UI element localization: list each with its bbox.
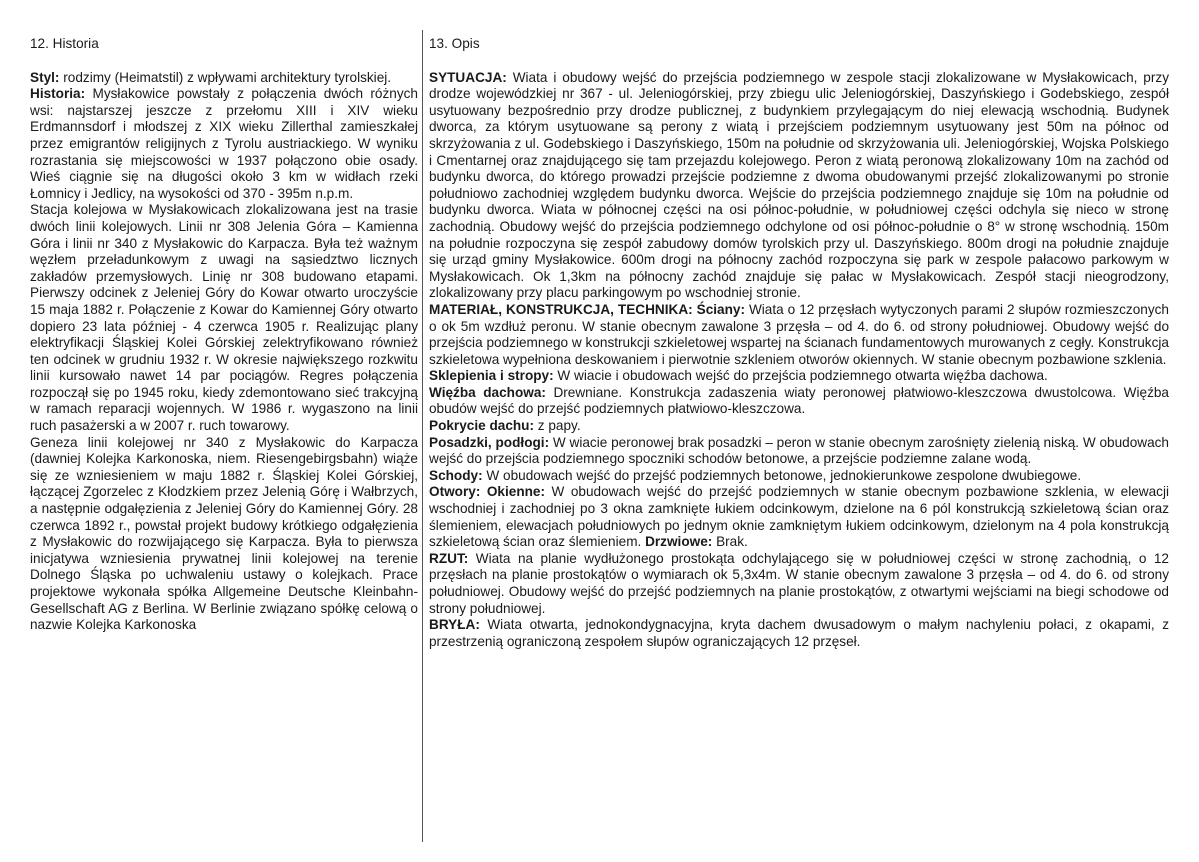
style-label: Styl:	[30, 69, 60, 85]
material-text: Wiata o 12 przęsłach wytyczonych parami 2 słupów rozmieszczonych o ok 5m wzdłuż peronu. W stanie obecnym zawalone 3 przęsła – od 4. do 6. od strony południowej. Obudowy wejść do przejścia podziemnego w konstrukcji szkieletowej wspartej na ścianach fundamentowych murowanych z cegły. Konstrukcja szkieletowa wypełniona deskowaniem i pierwotnie szkleniem otworów okiennych. W stanie obecnym pozbawione szklenia.	[429, 301, 1169, 367]
description-heading: 13. Opis	[429, 36, 480, 51]
openings-paragraph	[429, 484, 1169, 550]
roofing-label: Pokrycie dachu:	[429, 418, 535, 434]
doors-label: Drzwiowe:	[645, 534, 713, 550]
form-paragraph	[429, 617, 1169, 650]
railway-station-paragraph: Stacja kolejowa w Mysłakowicach zlokalizowana jest na trasie dwóch linii kolejowych. Linii nr 308 Jelenia Góra – Kamienna Góra i linii nr 340 z Mysłakowic do Karpacza. Była też ważnym węzłem przeładunkowym z uwagi na sąsiedztwo licznych zakładów przemysłowych. Linię nr 308 budowano etapami. Pierwszy odcinek z Jeleniej Góry do Kowar otwarto uroczyście 15 maja 1882 r. Połączenie z Kowar do Kamiennej Góry otwarto dopiero 23 lata później - 4 czerwca 1905 r. Realizując plany elektryfikacji Śląskiej Kolei Górskiej zelektryfikowano również ten odcinek w grudniu 1932 r. W okresie największego rozkwitu linii kursowało nawet 14 par pociągów. Regres połączenia rozpoczął się po 1945 roku, kiedy zdemontowano sieć trakcyjną w ramach reparacji wojennych. W 1986 r. wygaszono na linii ruch pasażerski a w 2007 r. ruch towarowy.	[30, 202, 418, 434]
history-paragraph	[30, 86, 418, 202]
stairs-text: W obudowach wejść do przejść podziemnych betonowe, jednokierunkowe zespolone dwubiegowe.	[482, 467, 1082, 483]
stairs-paragraph	[429, 468, 1169, 485]
history-column	[30, 36, 418, 634]
style-text: rodzimy (Heimatstil) z wpływami architektury tyrolskiej.	[59, 69, 392, 85]
history-heading: 12. Historia	[30, 36, 99, 51]
plan-label: RZUT:	[429, 550, 469, 566]
situation-text: Wiata i obudowy wejść do przejścia podziemnego w zespole stacji zlokalizowane w Mysłakowicach, przy drodze wojewódzkiej nr 367 - ul. Jeleniogórskiej, przy zbiegu ulic Jeleniogórskiej, Daszyńskiego i Godebskiego, zespół usytuowany bezpośrednio przy drodze publicznej, z budynkiem przylegającym do niej elewacją wschodnią. Budynek dworca, za którym usytuowane są perony z wiatą i przejściem podziemnym usytuowany jest 50m na północ od skrzyżowania z ul. Godebskiego i Daszyńskiego, 150m na południe od skrzyżowania uli. Jeleniogórskiej, Wojska Polskiego i Cmentarnej oraz znajdującego się tam przejazdu kolejowego. Peron z wiatą peronową zlokalizowany 10m na zachód od budynku dworca, do którego prowadzi przejście podziemne z dwoma obudowanymi przejść zlokalizowanymi po stronie południowo zachodniej względem budynku dworca. Wejście do przejścia podziemnego znajduje się 10m na południe od budynku dworca. Wiata w północnej części na osi północ-południe, w południowej części odchyla się nieco w stronę zachodnią. Obudowy wejść do przejścia podziemnego odchylone od osi północ-południe o 8° w stronę wschodnią. 150m na południe rozpoczyna się zespół zabudowy domów tyrolskich przy ul. Daszyńskiego. 800m drogi na południe znajduje się urząd gminy Mysłakowice. 600m drogi na północny zachód rozpoczyna się park w zespole pałacowo parkowym w Mysłakowicach. Ok 1,3km na północny zachód znajduje się pałac w Mysłakowicach. Zespół stacji nieogrodzony, zlokalizowany przy placu parkingowym po wschodniej stronie.	[429, 69, 1169, 301]
column-divider	[422, 30, 423, 842]
stairs-label: Schody:	[429, 467, 483, 483]
description-column	[429, 36, 1169, 650]
form-text: Wiata otwarta, jednokondygnacyjna, kryta dachem dwusadowym o małym nachyleniu połaci, z okapami, z przestrzenią ograniczoną zespołem słupów ograniczających 12 przęseł.	[429, 617, 1169, 649]
roof-truss-label: Więźba dachowa:	[429, 384, 546, 400]
material-paragraph	[429, 302, 1169, 368]
floors-text: W wiacie peronowej brak posadzki – peron w stanie obecnym zarośnięty zielenią niską. W obudowach wejść do przejścia podziemnego spoczniki schodów betonowe, a przejście podziemne zalane wodą.	[429, 434, 1169, 467]
material-label: MATERIAŁ, KONSTRUKCJA, TECHNIKA: Ściany:	[429, 301, 745, 317]
doors-text: Brak.	[712, 534, 748, 550]
history-label: Historia:	[30, 86, 86, 102]
situation-paragraph	[429, 70, 1169, 302]
openings-label: Otwory: Okienne:	[429, 484, 546, 500]
line-340-paragraph: Geneza linii kolejowej nr 340 z Mysłakowic do Karpacza (dawniej Kolejka Karkonoska, niem. Riesengebirgsbahn) wiąże się ze wzniesieniem w maju 1882 r. Śląskiej Kolei Górskiej, łączącej Zgorzelec z Kłodzkiem przez Jelenią Górę i Wałbrzych, a następnie odgałęzienia z Jeleniej Góry do Kamiennej Góry. 28 czerwca 1892 r., powstał projekt budowy krótkiego odgałęzienia z Mysłakowic do rozwijającego się Karpacza. Była to pierwsza inicjatywa wzniesienia prywatnej linii kolejowej na terenie Dolnego Śląska po uchwaleniu ustawy o kolejkach. Prace projektowe wykonała spółka Allgemeine Deutsche Kleinbahn-Gesellschaft AG z Berlina. W Berlinie związano spółkę celową o nazwie Kolejka Karkonoska	[30, 434, 418, 633]
plan-text: Wiata na planie wydłużonego prostokąta odchylającego się w południowej części w stronę zachodnią, o 12 przęsłach na planie prostokątów o wymiarach ok 5,3x4m. W stanie obecnym zawalone 3 przęsła – od 4. do 6. od strony południowej. Obudowy wejść do przejść podziemnych na planie prostokątów, z otwartymi wejściami na biegi schodowe od strony południowej.	[429, 550, 1169, 616]
history-text: Mysłakowice powstały z połączenia dwóch różnych wsi: najstarszej jeszcze z przełomu XIII i XIV wieku Erdmannsdorf i młodszej z XIX wieku Zillerthal zamieszkałej przez emigrantów religijnych z Tyrolu austriackiego. W wyniku rozrastania się miejscowości w 1937 połączono obie osady. Wieś ciągnie się na długości około 3 km w widłach rzeki Łomnicy i Jedlicy, na wysokości od 370 - 395m n.p.m.	[30, 86, 418, 201]
vaults-paragraph	[429, 368, 1169, 385]
roof-truss-text: Drewniane. Konstrukcja zadaszenia wiaty peronowej płatwiowo-kleszczowa dwustolcowa. Więźba obudów wejść do przejść podziemnych płatwiowo-kleszczowa.	[429, 384, 1169, 417]
roofing-text: z papy.	[534, 418, 581, 434]
vaults-label: Sklepienia i stropy:	[429, 368, 554, 384]
roof-truss-paragraph	[429, 385, 1169, 418]
floors-label: Posadzki, podłogi:	[429, 434, 550, 450]
openings-text: W obudowach wejść do przejść podziemnych w stanie obecnym pozbawione szklenia, w elewacji wschodniej i zachodniej po 3 okna zamknięte łukiem odcinkowym, dzielone na 6 pól konstrukcją szkieletową ścian oraz ślemieniem, elewacjach południowych po jednym oknie zamkniętym łukiem odcinkowym, dzielonym na 4 pola konstrukcją szkieletową ścian oraz ślemieniem.	[429, 484, 1170, 550]
roofing-paragraph	[429, 418, 1169, 435]
floors-paragraph	[429, 435, 1169, 468]
style-paragraph	[30, 70, 418, 87]
vaults-text: W wiacie i obudowach wejść do przejścia podziemnego otwarta więźba dachowa.	[553, 368, 1048, 384]
plan-paragraph	[429, 551, 1169, 617]
form-label: BRYŁA:	[429, 617, 480, 633]
situation-label: SYTUACJA:	[429, 69, 507, 85]
